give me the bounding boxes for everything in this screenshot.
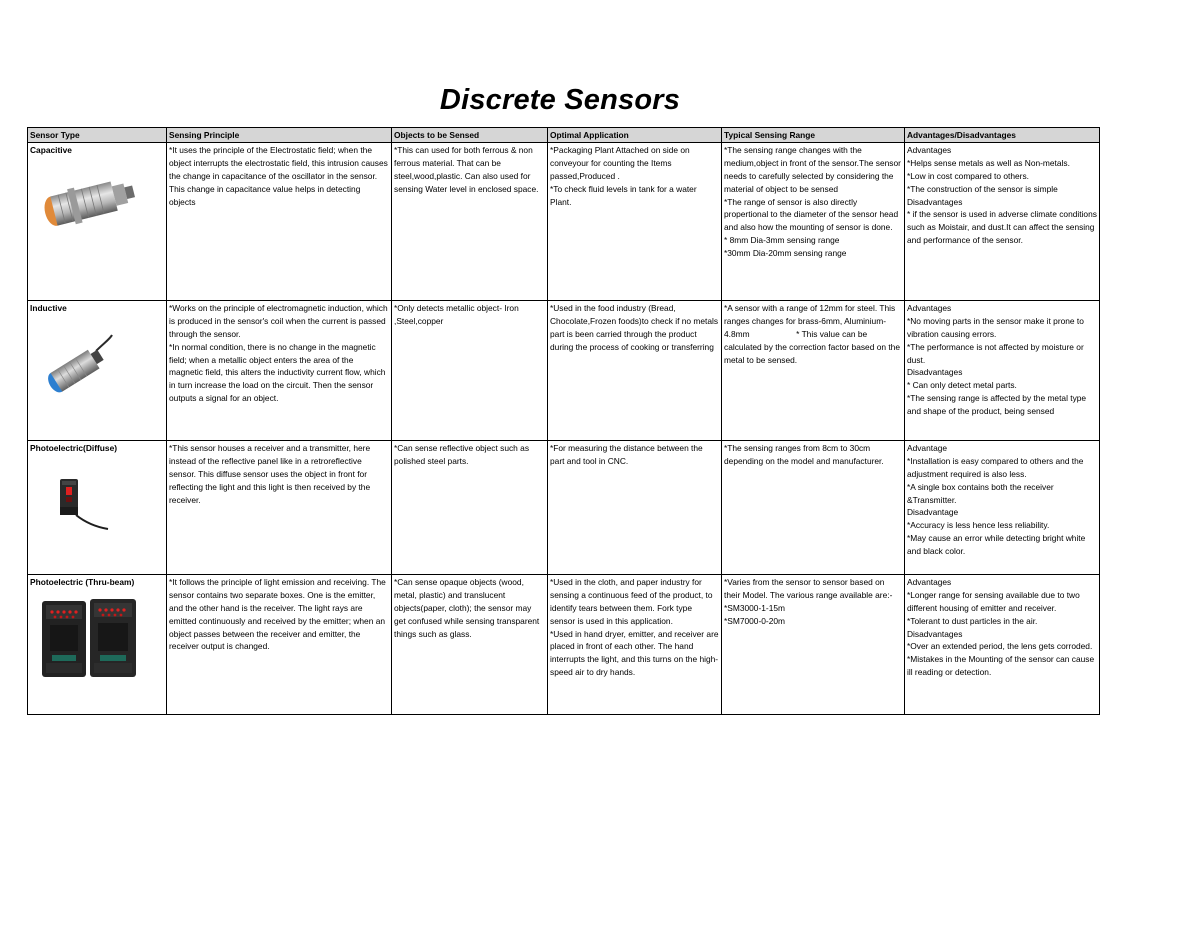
header-sensor-type: Sensor Type xyxy=(28,128,167,143)
advantage-line: *No moving parts in the sensor make it prone to vibration causing errors. xyxy=(907,315,1087,339)
principle-line: *It uses the principle of the Electrostatic field; when the object interrupts the electrostatic field, this intrusion causes the change in capacitance of the oscillator in the sensor. This change in capacitance value helps in detecting objects xyxy=(169,144,391,207)
table-row xyxy=(28,142,1100,300)
advantage-line: Advantages xyxy=(907,144,952,155)
advantage-line: *The sensing range is affected by the metal type and shape of the product, being sensed xyxy=(907,393,1089,417)
table-row xyxy=(28,574,1100,714)
range-line: *Varies from the sensor to sensor based on their Model. The various range available are:- xyxy=(724,576,893,600)
application-line: *Used in hand dryer, emitter, and receiver are placed in front of each other. The hand interrupts the light, and this turns on the high-speed air to dry hands. xyxy=(550,628,721,678)
cell-typical-sensing-range xyxy=(722,440,905,574)
cell-objects-to-be-sensed xyxy=(392,574,548,714)
table-header-row xyxy=(28,128,1100,143)
sensor-table xyxy=(27,127,1100,715)
header-objects-to-be-sensed: Objects to be Sensed xyxy=(392,128,548,143)
principle-line: *This sensor houses a receiver and a transmitter, here instead of the reflective panel like in a retroreflective sensor. This diffuse sensor uses the object in front for reflecting the light and this light is then received by the receiver. xyxy=(169,442,373,505)
range-line: * 8mm Dia-3mm sensing range xyxy=(724,235,840,246)
cell-advantages-disadvantages xyxy=(905,440,1100,574)
sensor-type-label: Photoelectric(Diffuse) xyxy=(30,442,118,453)
advantage-line: *Accuracy is less hence less reliability. xyxy=(907,520,1050,531)
objects-line: *Can sense reflective object such as polished steel parts. xyxy=(394,442,532,466)
advantage-line: * Can only detect metal parts. xyxy=(907,380,1017,391)
header-advantages-disadvantages: Advantages/Disadvantages xyxy=(905,128,1100,143)
range-line: *The range of sensor is also directly propertional to the diameter of the sensor head and also how the mounting of sensor is done. xyxy=(724,196,901,233)
cell-advantages-disadvantages xyxy=(905,300,1100,440)
range-line: *SM3000-1-15m xyxy=(724,602,785,613)
advantage-line: *Over an extended period, the lens gets corroded. xyxy=(907,641,1093,652)
range-line: *SM7000-0-20m xyxy=(724,615,785,626)
cell-objects-to-be-sensed xyxy=(392,142,548,300)
objects-line: *This can used for both ferrous & non ferrous material. That can be steel,wood,plastic. Can also used for sensing Water level in enclosed space. xyxy=(394,144,539,194)
advantage-line: *Longer range for sensing available due to two different housing of emitter and receiver. xyxy=(907,589,1083,613)
cell-sensing-principle xyxy=(167,574,392,714)
cell-sensor-type xyxy=(28,574,167,714)
table-row xyxy=(28,440,1100,574)
header-sensing-principle: Sensing Principle xyxy=(167,128,392,143)
range-line: *30mm Dia-20mm sensing range xyxy=(724,248,847,259)
page-title: Discrete Sensors xyxy=(439,84,681,116)
advantage-line: *Helps sense metals as well as Non-metals. xyxy=(907,157,1070,168)
sensor-type-label: Inductive xyxy=(30,302,67,313)
principle-line: *Works on the principle of electromagnetic induction, which is produced in the sensor's coil when the current is passed through the sensor. xyxy=(169,302,390,339)
cell-optimal-application xyxy=(548,440,722,574)
advantage-line: Disadvantages xyxy=(907,367,963,378)
application-line: *Used in the food industry (Bread, Chocolate,Frozen foods)to check if no metals part is been carried through the product during the process of cooking or transferring xyxy=(550,302,721,352)
inductive-sensor-icon xyxy=(30,329,142,395)
diffuse-photoelectric-sensor-icon xyxy=(30,467,142,531)
advantage-line: *The performance is not affected by moisture or dust. xyxy=(907,341,1087,365)
advantage-line: Disadvantage xyxy=(907,507,959,518)
advantage-line: *Low in cost compared to others. xyxy=(907,170,1029,181)
principle-line: *It follows the principle of light emission and receiving. The sensor contains two separate boxes. One is the emitter, and the other hand is the receiver. The light rays are emitted continuously and received by the emitter; when an object passes between the receiver and emitter, the receiver output is changed. xyxy=(169,576,389,652)
advantage-line: Disadvantages xyxy=(907,628,963,639)
cell-sensing-principle xyxy=(167,142,392,300)
range-line: *The sensing ranges from 8cm to 30cm depending on the model and manufacturer. xyxy=(724,442,884,466)
cell-optimal-application xyxy=(548,574,722,714)
advantage-line: Disadvantages xyxy=(907,196,963,207)
header-optimal-application: Optimal Application xyxy=(548,128,722,143)
advantage-line: *The construction of the sensor is simple xyxy=(907,183,1058,194)
cell-sensing-principle xyxy=(167,440,392,574)
header-typical-sensing-range: Typical Sensing Range xyxy=(722,128,905,143)
advantage-line: Advantages xyxy=(907,576,952,587)
cell-advantages-disadvantages xyxy=(905,142,1100,300)
advantage-line: Advantage xyxy=(907,442,948,453)
range-line: *The sensing range changes with the medium,object in front of the sensor.The sensor needs to carefully selected by considering the material of object to be sensed xyxy=(724,144,904,194)
cell-optimal-application xyxy=(548,142,722,300)
cell-sensing-principle xyxy=(167,300,392,440)
cell-typical-sensing-range xyxy=(722,300,905,440)
sensor-type-label: Photoelectric (Thru-beam) xyxy=(30,576,135,587)
objects-line: *Can sense opaque objects (wood, metal, plastic) and translucent objects(paper, cloth); the sensor may get confused while sensing transparent things such as glass. xyxy=(394,576,542,639)
advantage-line: *Mistakes in the Mounting of the sensor can cause ill reading or detection. xyxy=(907,654,1097,678)
application-line: *To check fluid levels in tank for a water Plant. xyxy=(550,183,699,207)
table-row xyxy=(28,300,1100,440)
advantage-line: *A single box contains both the receiver &Transmitter. xyxy=(907,481,1056,505)
cell-sensor-type xyxy=(28,440,167,574)
advantage-line: *Tolerant to dust particles in the air. xyxy=(907,615,1038,626)
capacitive-sensor-icon xyxy=(30,167,142,231)
advantage-line: *May cause an error while detecting bright white and black color. xyxy=(907,533,1088,557)
cell-optimal-application xyxy=(548,300,722,440)
cell-typical-sensing-range xyxy=(722,142,905,300)
principle-line: *In normal condition, there is no change in the magnetic field; when a metallic object enters the area of the magnetic field, this alters the inductivity current flow, which in turn increase the load on the circuit. Then the sensor outputs a signal for an object. xyxy=(169,341,388,404)
range-line: *A sensor with a range of 12mm for steel. This ranges changes for brass-6mm, Aluminium-4.8mm * This value can be calculated by the correction factor based on the metal to be sensed. xyxy=(724,302,903,365)
advantage-line: * if the sensor is used in adverse climate conditions such as Moistair, and dust.It can affect the sensing and performance of the sensor. xyxy=(907,209,1100,246)
cell-objects-to-be-sensed xyxy=(392,300,548,440)
sensor-type-label: Capacitive xyxy=(30,144,72,155)
thru-beam-photoelectric-sensor-icon xyxy=(30,597,150,681)
application-line: *For measuring the distance between the part and tool in CNC. xyxy=(550,442,706,466)
application-line: *Used in the cloth, and paper industry for sensing a continuous feed of the product, to identify tears between them. Fork type sensor is used in this application. xyxy=(550,576,715,626)
cell-advantages-disadvantages xyxy=(905,574,1100,714)
objects-line: *Only detects metallic object- Iron ,Steel,copper xyxy=(394,302,522,326)
application-line: *Packaging Plant Attached on side on conveyour for counting the Items passed,Produced . xyxy=(550,144,693,181)
advantage-line: *Installation is easy compared to others and the adjustment required is also less. xyxy=(907,455,1086,479)
cell-sensor-type xyxy=(28,300,167,440)
advantage-line: Advantages xyxy=(907,302,952,313)
cell-sensor-type xyxy=(28,142,167,300)
cell-typical-sensing-range xyxy=(722,574,905,714)
cell-objects-to-be-sensed xyxy=(392,440,548,574)
